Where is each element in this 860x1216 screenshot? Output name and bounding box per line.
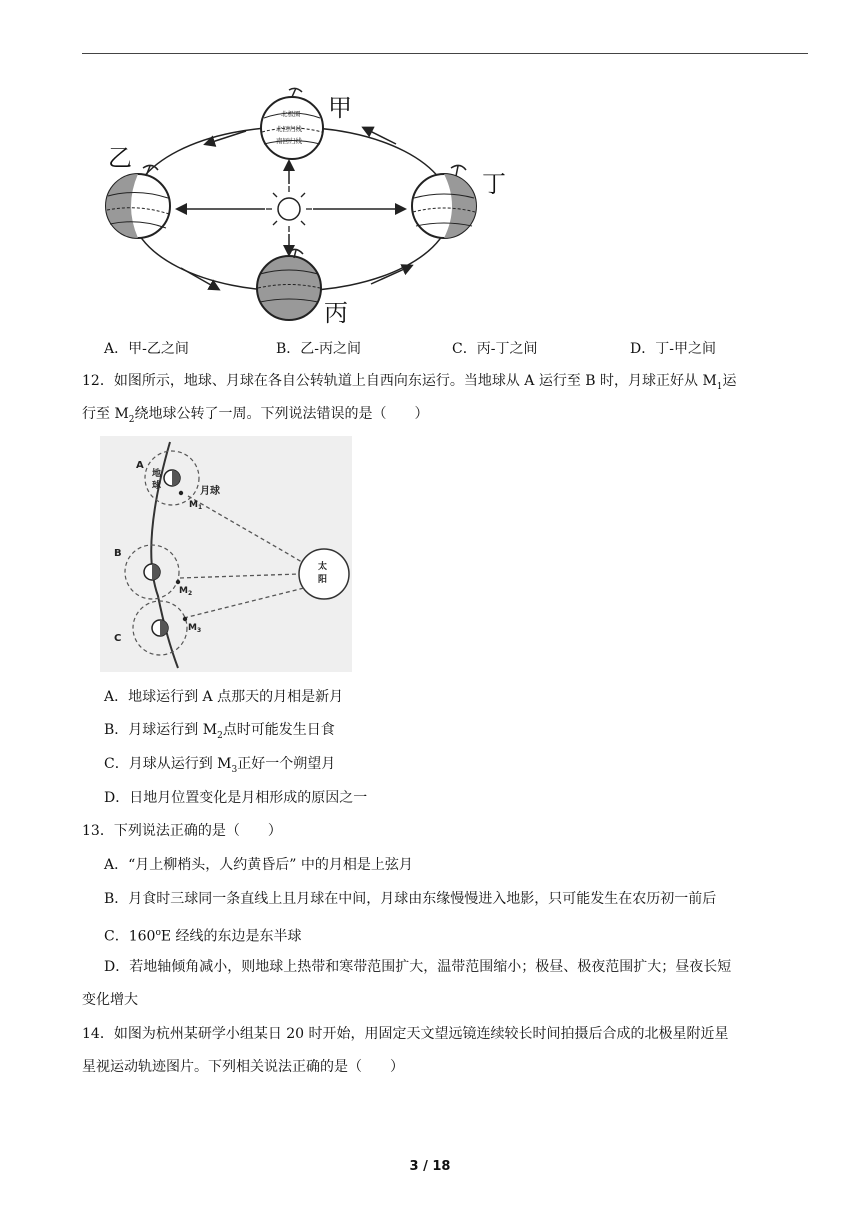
label-bing: 丙 [324,299,348,327]
q12-option-d: D．日地月位置变化是月相形成的原因之一 [104,790,368,806]
label-yi: 乙 [108,144,132,172]
svg-text:北极圈: 北极圈 [281,110,301,118]
page-number: 3 / 18 [409,1159,451,1174]
q13-option-c: C．160$^o$E 经线的东边是东半球 [104,928,302,945]
svg-text:A: A [136,460,144,471]
q12-option-b: B．月球运行到 $M_2$点时可能发生日食 [104,722,335,741]
q13-option-d-line2: 变化增大 [82,992,138,1008]
globe-jia [261,88,352,159]
svg-text:球: 球 [152,481,162,491]
earth-moon-diagram [100,436,352,672]
globe-yi [106,144,170,238]
q13-option-d-line1: D．若地轴倾角减小，则地球上热带和寒带范围扩大，温带范围缩小；极昼、极夜范围扩大；昼夜长短 [104,959,732,975]
svg-text:M1: $M_1$ [189,500,203,511]
q12-option-c: C．月球从运行到 $M_3$正好一个朔望月 [104,756,336,775]
q12-stem-line1: 12．如图所示，地球、月球在各自公转轨道上自西向东运行。当地球从 A 运行至 B 时，月球正好从 $M_1$运 [82,373,737,392]
earth-orbit-diagram [96,86,516,331]
q14-stem-line2: 星视运动轨迹图片。下列相关说法正确的是（ ） [82,1059,404,1075]
svg-text:南回归线: 南回归线 [276,137,302,145]
header-rule [82,53,808,54]
svg-text:B: B [114,548,122,559]
globe-ding [412,165,506,238]
orbit-arrow-br [371,266,411,284]
label-jia: 甲 [328,94,352,122]
q11-option-c: C．丙-丁之间 [452,341,538,357]
svg-text:北回归线: 北回归线 [276,125,302,133]
orbit-arrow-bl [181,268,218,289]
sun-circle [299,549,349,599]
label-ding: 丁 [482,170,506,198]
q11-option-b: B．乙-丙之间 [276,341,362,357]
svg-text:月球: 月球 [200,486,220,497]
q11-option-d: D．丁-甲之间 [630,341,716,357]
svg-text:C: C [114,633,122,644]
q11-option-a: A．甲-乙之间 [104,341,189,357]
q13-option-a: A．“月上柳梢头，人约黄昏后” 中的月相是上弦月 [104,857,413,873]
sun-icon [266,186,312,232]
q13-option-b: B．月食时三球同一条直线上且月球在中间，月球由东缘慢慢进入地影，只可能发生在农历初一前后 [104,891,717,907]
q13-stem: 13．下列说法正确的是（ ） [82,823,282,839]
sun-label-2: 阳 [318,575,328,585]
q14-stem-line1: 14．如图为杭州某研学小组某日 20 时开始，用固定天文望远镜连续较长时间拍摄后合成的北极星附近星 [82,1026,729,1042]
svg-text:M3: $M_3$ [188,623,202,634]
svg-text:M2: $M_2$ [179,586,193,597]
q12-option-a: A．地球运行到 A 点那天的月相是新月 [104,689,344,705]
svg-text:地: 地 [152,469,162,479]
sun-label-1: 太 [318,562,328,572]
q12-stem-line2: 行至 $M_2$绕地球公转了一周。下列说法错误的是（ ） [82,406,429,425]
